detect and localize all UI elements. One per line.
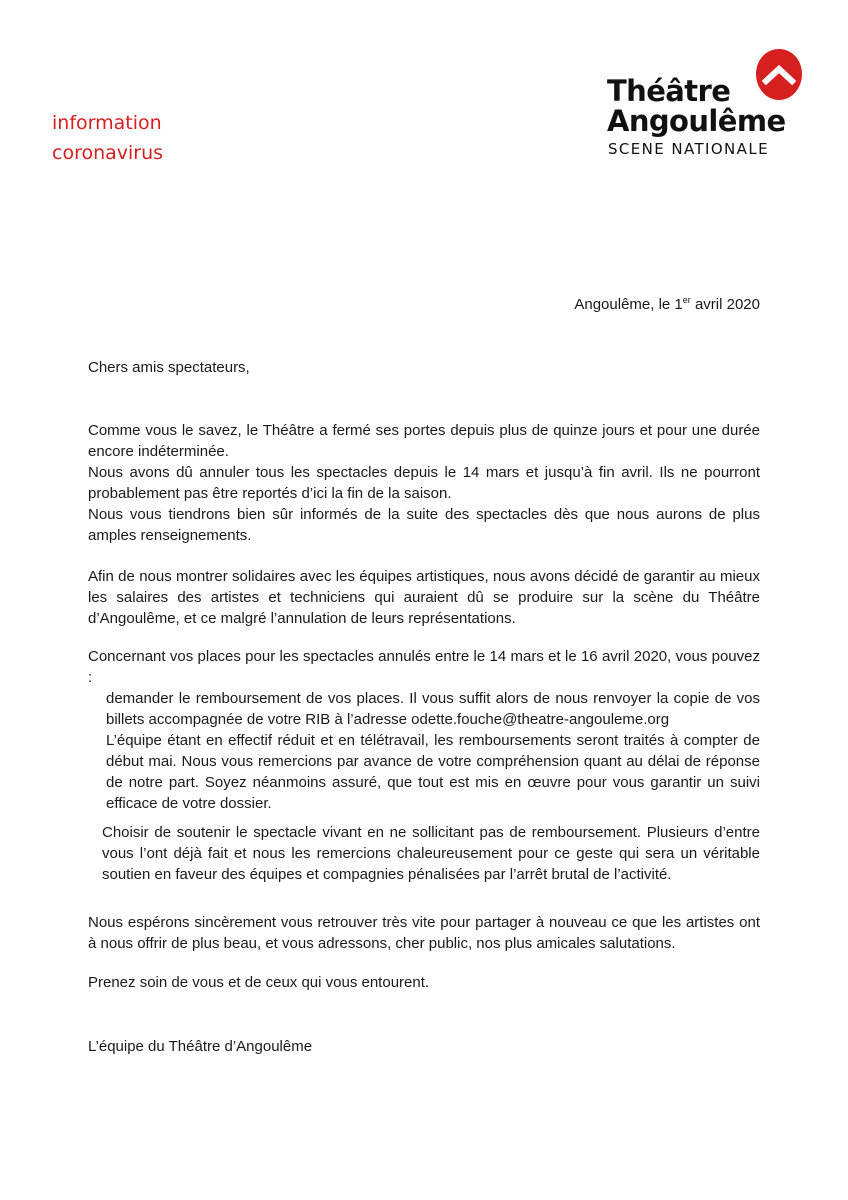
option-refund-part-1: demander le remboursement de vos places. Il vous suffit alors de nous renvoyer la copie de vos billets accompagnée de votre RIB à l’adresse — [106, 690, 760, 728]
paragraph-solidarity-text: Afin de nous montrer solidaires avec les équipes artistiques, nous avons décidé de garantir au mieux les salaires des artistes et techniciens qui auraient dû se produire sur la scène du Théâtre d’Angoulême, et ce malgré l’annulation de leurs représentations. — [88, 568, 760, 627]
refund-email-address: odette.fouche@theatre-angouleme.org — [411, 711, 670, 728]
date-prefix: Angoulême, le 1 — [574, 296, 683, 313]
tag-line-coronavirus: coronavirus — [52, 142, 164, 164]
paragraph-tickets-intro: Concernant vos places pour les spectacles annulés entre le 14 mars et le 16 avril 2020, vous pouvez : — [88, 648, 760, 686]
paragraph-tickets — [88, 646, 760, 814]
theatre-logo — [607, 48, 802, 163]
paragraph-take-care — [88, 972, 760, 993]
paragraph-closing-wishes — [88, 912, 760, 954]
roof-chevron-icon — [755, 48, 803, 102]
paragraph-closing-wishes-text: Nous espérons sincèrement vous retrouver très vite pour partager à nouveau ce que les artistes ont à nous offrir de plus beau, et vous adressons, cher public, nos plus amicales salutations. — [88, 914, 760, 952]
signature-text: L’équipe du Théâtre d’Angoulême — [88, 1038, 313, 1055]
paragraph-solidarity — [88, 566, 760, 629]
greeting-text: Chers amis spectateurs, — [88, 359, 250, 376]
letter-date — [574, 296, 760, 313]
date-suffix: avril 2020 — [690, 296, 760, 313]
tag-line-information: information — [52, 112, 162, 134]
date-superscript: er — [682, 295, 691, 305]
greeting — [88, 357, 760, 378]
logo-text-angouleme: Angoulême — [607, 104, 786, 138]
paragraph-take-care-text: Prenez soin de vous et de ceux qui vous entourent. — [88, 974, 430, 991]
logo-text-theatre: Théâtre — [607, 74, 731, 108]
option-refund — [106, 688, 760, 814]
paragraph-closure-line-1: Comme vous le savez, le Théâtre a fermé ses portes depuis plus de quinze jours et pour une durée encore indéterminée. — [88, 422, 760, 460]
paragraph-closure — [88, 420, 760, 546]
option-refund-details: L’équipe étant en effectif réduit et en télétravail, les remboursements seront traités à compter de début mai. Nous vous remercions par avance de votre compréhension quant au délai de réponse de notre part. Soyez néanmoins assuré, que tout est mis en œuvre pour vous garantir un suivi efficace de votre dossier. — [106, 732, 760, 812]
paragraph-closure-line-3: Nous vous tiendrons bien sûr informés de la suite des spectacles dès que nous aurons de plus amples renseignements. — [88, 506, 760, 544]
logo-text-scene-nationale: SCENE NATIONALE — [608, 140, 769, 158]
info-tag — [52, 108, 163, 168]
option-support-text: Choisir de soutenir le spectacle vivant en ne sollicitant pas de remboursement. Plusieurs d’entre vous l’ont déjà fait et nous les remercions chaleureusement pour ce geste qui sera un véritable soutien en faveur des équipes et compagnies pénalisées par l’arrêt brutal de l’activité. — [102, 824, 760, 883]
signature — [88, 1036, 760, 1057]
option-support — [88, 822, 760, 885]
paragraph-closure-line-2: Nous avons dû annuler tous les spectacles depuis le 14 mars et jusqu’à fin avril. Ils ne pourront probablement pas être reportés d’ici la fin de la saison. — [88, 464, 760, 502]
option-refund-text — [106, 688, 760, 730]
